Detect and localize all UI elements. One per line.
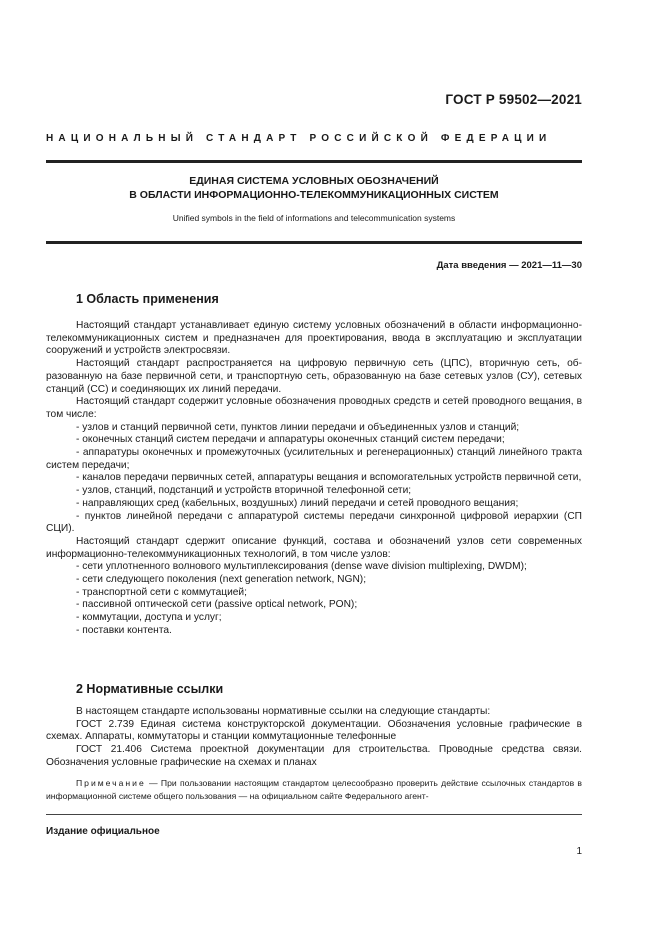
section-2-body (46, 706, 582, 770)
header-rule (46, 160, 582, 163)
page-number: 1 (576, 846, 582, 857)
introduction-date: Дата введения — 2021—11—30 (436, 260, 582, 271)
list-item: - сети следующего поколения (next generation network, NGN); (76, 574, 367, 586)
list-item: - сети уплотненного волнового мультиплексирования (dense wave division multiplexing, DWDM); (76, 561, 527, 573)
list-item: - пунктов линейной передачи с аппаратурой системы передачи синхронной цифровой иерархии (СП СЦИ). (46, 510, 582, 535)
section-1-body (46, 320, 582, 638)
list-item: - направляющих сред (кабельных, воздушных) линий передачи и сетей проводного вещания; (76, 497, 519, 509)
list-item: - узлов и станций первичной сети, пунктов линии передачи и объединенных узлов и станций; (76, 421, 520, 433)
title-rule (46, 241, 582, 244)
list-item: - каналов передачи первичных сетей, аппаратуры вещания и вспомогательных устройств первичной сети, (76, 472, 582, 484)
official-edition-label: Издание официальное (46, 826, 160, 837)
list-item: - транспортной сети с коммутацией; (76, 586, 247, 598)
section-2-heading: 2 Нормативные ссылки (76, 682, 224, 696)
title-line-2: В ОБЛАСТИ ИНФОРМАЦИОННО-ТЕЛЕКОММУНИКАЦИОННЫХ СИСТЕМ (129, 189, 499, 201)
note-text: — При пользовании настоящим стандартом целесообразно проверить действие ссылочных стандартов в информационной системе общего пользования — на официальном сайте Федерального агент- (46, 778, 582, 801)
note-label: Примечание (76, 778, 146, 788)
list-item: - поставки контента. (76, 624, 172, 636)
paragraph: Настоящий стандарт распространяется на цифровую первичную сеть (ЦПС), вторичную сеть, образованную на базе первичной сети, и транспортную сеть, образованную на базе сетевых узлов (СУ), сетевых станций (СС) и соединяющих их линий передачи. (46, 358, 582, 395)
reference-item: ГОСТ 2.739 Единая система конструкторской документации. Обозначения условные графические в схемах. Аппараты, коммутаторы и станции коммутационные телефонные (46, 718, 582, 743)
reference-item: ГОСТ 21.406 Система проектной документации для строительства. Проводные средства связи. Обозначения условные графические на схемах и планах (46, 744, 582, 768)
section-1-heading: 1 Область применения (76, 292, 219, 306)
list-item: - коммутации, доступа и услуг; (76, 612, 222, 624)
list-item: - пассивной оптической сети (passive optical network, PON); (76, 599, 358, 611)
title-line-1: ЕДИНАЯ СИСТЕМА УСЛОВНЫХ ОБОЗНАЧЕНИЙ (189, 175, 439, 187)
paragraph: Настоящий стандарт содержит условные обозначения проводных средств и сетей проводного вещания, в том числе: (46, 396, 582, 420)
paragraph: Настоящий стандарт сдержит описание функций, состава и обозначений узлов сети современных информационно-телекоммуникационных технологий, в том числе узлов: (46, 535, 582, 560)
list-item: - оконечных станций систем передачи и аппаратуры оконечных станций систем передачи; (76, 434, 505, 446)
paragraph: В настоящем стандарте использованы нормативные ссылки на следующие стандарты: (76, 706, 491, 717)
note (46, 777, 582, 803)
english-title: Unified symbols in the field of informations and telecommunication systems (172, 213, 456, 223)
document-title (46, 174, 582, 202)
paragraph: Настоящий стандарт устанавливает единую систему условных обозначений в области информационно-телекоммуникационных систем и предназначен для проектирования, ввода в эксплуатацию и эксплуатации сооружений и устройств электросвязи. (46, 320, 582, 357)
footer-rule (46, 814, 582, 815)
list-item: - узлов, станций, подстанций и устройств вторичной телефонной сети; (76, 485, 412, 497)
document-number: ГОСТ Р 59502—2021 (445, 92, 582, 107)
national-standard-header: НАЦИОНАЛЬНЫЙ СТАНДАРТ РОССИЙСКОЙ ФЕДЕРАЦИИ (46, 133, 552, 144)
list-item: - аппаратуры оконечных и промежуточных (усилительных и регенерационных) станций линейного тракта систем передачи; (46, 447, 582, 471)
